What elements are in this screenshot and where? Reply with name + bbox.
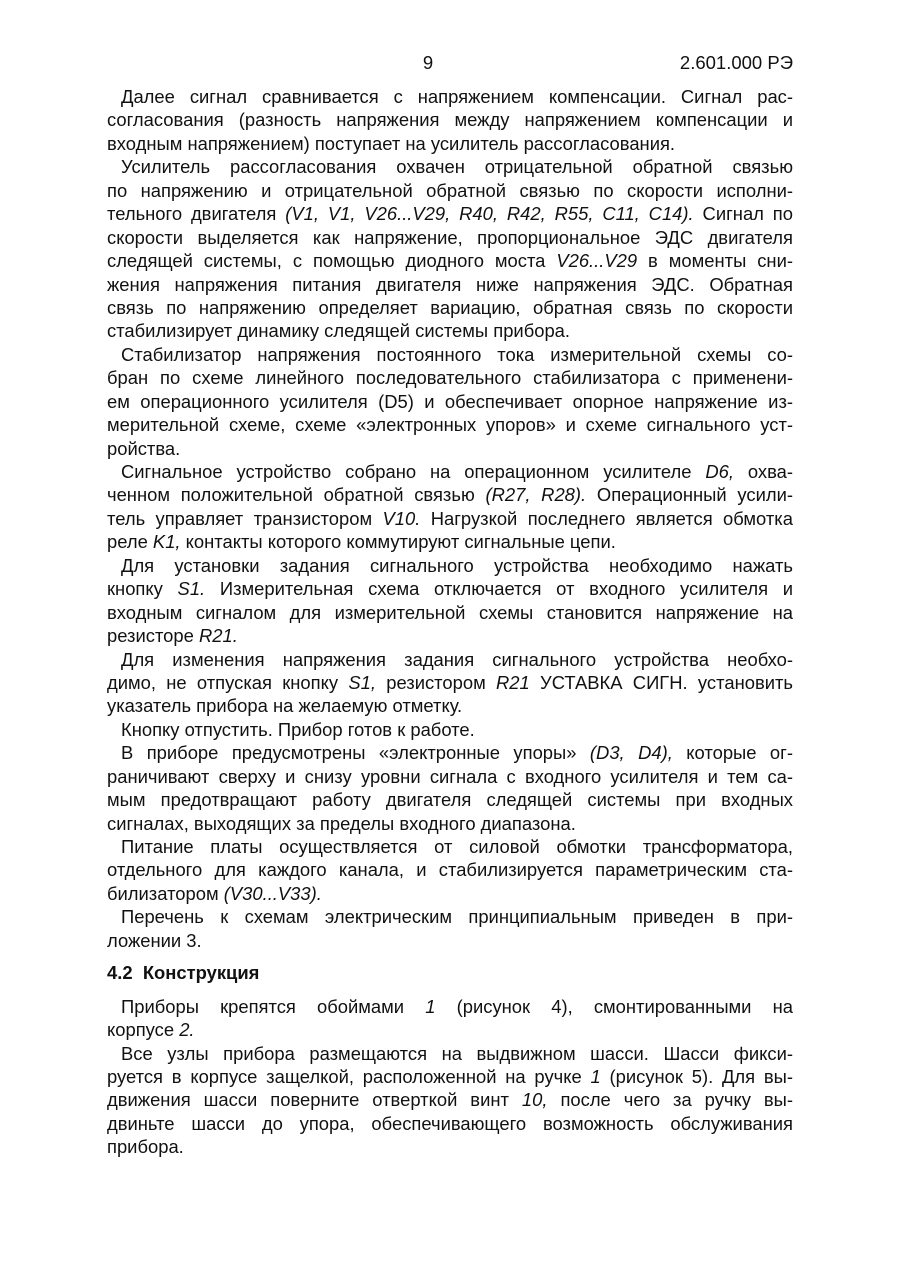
- text-line: Далее сигнал сравнивается с напряжением компенсации. Сигнал рас-: [121, 86, 793, 107]
- text-line: по напряжению и отрицательной обратной связью по скорости исполни-: [107, 179, 793, 201]
- paragraph: [107, 741, 793, 835]
- text-line: стабилизирует динамику следящей системы прибора.: [107, 320, 571, 342]
- section-number: 4.2: [107, 962, 133, 984]
- text-line: реле K1, контакты которого коммутируют сигнальные цепи.: [107, 531, 616, 553]
- text-line: Усилитель рассогласования охвачен отрицательной обратной связью: [121, 156, 793, 178]
- paragraph: [107, 343, 793, 460]
- text-line: ем операционного усилителя (D5) и обеспечивает опорное напряжение из-: [107, 390, 793, 412]
- paragraph: [107, 995, 793, 1042]
- text-line: Кнопку отпустить. Прибор готов к работе.: [121, 718, 475, 740]
- text-line: входным напряжением) поступает на усилитель рассогласования.: [107, 132, 676, 154]
- text-line: двиньте шасси до упора, обеспечивающего возможность обслуживания: [107, 1112, 793, 1134]
- paragraph: [107, 85, 793, 155]
- text-line: Приборы крепятся обоймами 1 (рисунок 4), смонтированными на: [121, 995, 793, 1017]
- section-paragraphs: [107, 995, 793, 1159]
- paragraph: [107, 648, 793, 718]
- text-line: жения напряжения питания двигателя ниже напряжения ЭДС. Обратная: [107, 273, 793, 295]
- text-line: Все узлы прибора размещаются на выдвижном шасси. Шасси фикси-: [121, 1042, 793, 1064]
- text-line: указатель прибора на желаемую отметку.: [107, 695, 463, 717]
- paragraph: [107, 460, 793, 554]
- text-line: Сигнальное устройство собрано на операционном усилителе D6, охва-: [121, 461, 794, 482]
- text-line: резисторе R21.: [107, 625, 238, 647]
- text-line: Стабилизатор напряжения постоянного тока измерительной схемы со-: [121, 343, 793, 365]
- paragraph: [107, 718, 793, 741]
- paragraph: [107, 835, 793, 905]
- text-line: тель управляет транзистором V10. Нагрузкой последнего является обмотка: [107, 507, 793, 529]
- document-body: [107, 85, 793, 1159]
- text-line: мерительной схеме, схеме «электронных упоров» и схеме сигнального уст-: [107, 414, 793, 436]
- section-heading: [107, 961, 793, 984]
- section-title: Конструкция: [142, 962, 260, 984]
- text-line: Для установки задания сигнального устройства необходимо нажать: [121, 554, 793, 576]
- text-line: мым предотвращают работу двигателя следящей системы при входных: [107, 789, 793, 811]
- text-line: кнопку S1. Измерительная схема отключается от входного усилителя и: [107, 578, 793, 600]
- text-line: отдельного для каждого канала, и стабилизируется параметрическим ста-: [107, 859, 793, 881]
- text-line: прибора.: [107, 1136, 184, 1158]
- paragraphs: [107, 85, 793, 952]
- text-line: димо, не отпуская кнопку S1, резистором R21 УСТАВКА СИГН. установить: [107, 671, 793, 693]
- text-line: ройства.: [107, 437, 181, 459]
- text-line: ложении 3.: [107, 929, 202, 951]
- text-line: тельного двигателя (V1, V1, V26...V29, R40, R42, R55, C11, C14). Сигнал по: [107, 203, 793, 225]
- text-line: Для изменения напряжения задания сигнального устройства необхо-: [121, 648, 793, 670]
- text-line: руется в корпусе защелкой, расположенной на ручке 1 (рисунок 5). Для вы-: [107, 1065, 793, 1087]
- paragraph: [107, 1042, 793, 1159]
- text-line: Питание платы осуществляется от силовой обмотки трансформатора,: [121, 836, 793, 857]
- paragraph: [107, 905, 793, 952]
- page-header: [107, 52, 793, 76]
- text-line: билизатором (V30...V33).: [107, 882, 322, 904]
- text-line: связь по напряжению определяет вариацию, обратная связь по скорости: [107, 296, 793, 318]
- paragraph: [107, 155, 793, 343]
- text-line: согласования (разность напряжения между напряжением компенсации и: [107, 109, 793, 131]
- text-line: Перечень к схемам электрическим принципиальным приведен в при-: [121, 906, 793, 928]
- text-line: В приборе предусмотрены «электронные упоры» (D3, D4), которые ог-: [121, 742, 793, 764]
- text-line: скорости выделяется как напряжение, пропорциональное ЭДС двигателя: [107, 226, 793, 248]
- text-line: ченном положительной обратной связью (R27, R28). Операционный усили-: [107, 484, 793, 506]
- text-line: корпусе 2.: [107, 1019, 195, 1041]
- text-line: бран по схеме линейного последовательного стабилизатора с применени-: [107, 367, 793, 389]
- text-line: следящей системы, с помощью диодного моста V26...V29 в моменты сни-: [107, 250, 793, 272]
- text-line: входным сигналом для измерительной схемы становится напряжение на: [107, 601, 793, 623]
- text-line: сигналах, выходящих за пределы входного диапазона.: [107, 812, 576, 834]
- page-number: 9: [422, 52, 434, 73]
- text-line: движения шасси поверните отверткой винт 10, после чего за ручку вы-: [107, 1089, 794, 1111]
- document-code: 2.601.000 РЭ: [679, 52, 793, 73]
- paragraph: [107, 554, 793, 648]
- text-line: раничивают сверху и снизу уровни сигнала с входного усилителя и тем са-: [107, 765, 793, 787]
